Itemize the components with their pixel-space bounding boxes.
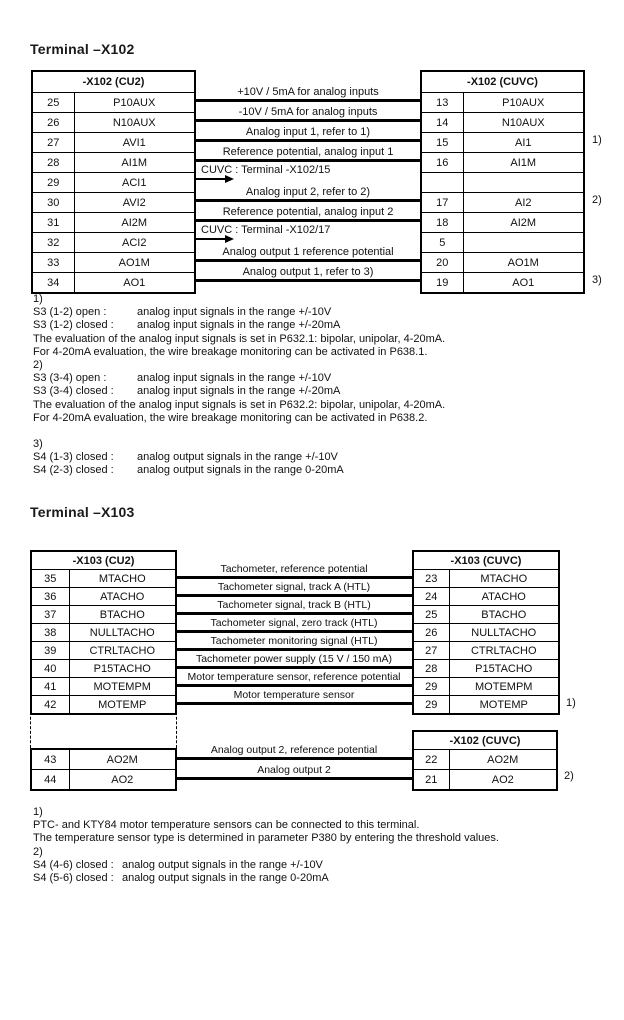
signal-cell: AI2 (463, 193, 584, 213)
note-label: The evaluation of the analog input signals is set in P632.1: bipolar, unipolar, 4-20mA. (33, 332, 446, 345)
table-row (421, 233, 584, 253)
x103-notes (33, 806, 499, 885)
cuvc-reference-label: CUVC : Terminal -X102/15 (201, 164, 331, 176)
signal-cell: P10AUX (463, 93, 584, 113)
table-row (31, 749, 176, 770)
table-row (421, 93, 584, 113)
signal-cell: AO2M (449, 750, 557, 770)
note-line (33, 412, 445, 425)
connection-label: Analog input 1, refer to 1) (245, 126, 371, 138)
signal-cell: NULLTACHO (449, 624, 559, 642)
table-row (31, 606, 176, 624)
note-line (33, 399, 445, 412)
footnote-marker: 2) (592, 194, 602, 206)
note-line (33, 438, 445, 451)
right-arrow-icon (196, 238, 225, 240)
pin-cell: 28 (413, 660, 449, 678)
signal-cell: AI1M (463, 153, 584, 173)
pin-cell: 29 (413, 678, 449, 696)
note-line (33, 859, 499, 872)
signal-cell: P15TACHO (69, 660, 176, 678)
table-title: -X102 (CUVC) (421, 71, 584, 93)
table-row (31, 588, 176, 606)
pin-cell (421, 173, 463, 193)
connection-label: -10V / 5mA for analog inputs (238, 106, 378, 118)
table-row (413, 750, 557, 770)
pin-cell: 32 (32, 233, 74, 253)
note-line (33, 872, 499, 885)
pin-cell: 27 (32, 133, 74, 153)
note-line (33, 346, 445, 359)
note-label: The temperature sensor type is determined in parameter P380 by entering the threshold values. (33, 832, 499, 845)
connection-line (176, 594, 412, 597)
table-row (421, 113, 584, 133)
right-arrow-icon (196, 178, 225, 180)
x102-connection-area (196, 70, 420, 292)
table-header-row (31, 551, 176, 570)
connection-label: Analog output 1 reference potential (222, 246, 394, 258)
table-row (421, 173, 584, 193)
signal-cell: N10AUX (463, 113, 584, 133)
signal-cell: AO1 (463, 273, 584, 294)
right-arrow-icon (225, 235, 234, 243)
table-row (31, 696, 176, 715)
pin-cell: 31 (32, 213, 74, 233)
table-row (413, 588, 559, 606)
table-row (413, 660, 559, 678)
note-line (33, 293, 445, 306)
connection-line (176, 576, 412, 579)
pin-cell: 23 (413, 570, 449, 588)
connection-line (176, 777, 412, 780)
signal-cell: ACI2 (74, 233, 195, 253)
signal-cell: BTACHO (69, 606, 176, 624)
pin-cell: 34 (32, 273, 74, 294)
note-line (33, 464, 445, 477)
right-arrow-icon (225, 175, 234, 183)
note-label: S4 (4-6) closed : (33, 858, 114, 871)
signal-cell: MOTEMP (69, 696, 176, 715)
pin-cell: 39 (31, 642, 69, 660)
note-label: For 4-20mA evaluation, the wire breakage monitoring can be activated in P638.1. (33, 345, 428, 358)
note-label: S3 (1-2) open : (33, 306, 107, 319)
footnote-marker: 2) (564, 770, 574, 782)
note-line (33, 832, 499, 845)
table-row (31, 570, 176, 588)
note-label: S4 (5-6) closed : (33, 872, 114, 885)
connection-label: Tachometer signal, track A (HTL) (217, 581, 371, 593)
signal-cell: BTACHO (449, 606, 559, 624)
x102-cuvc-table (420, 70, 585, 294)
note-label: For 4-20mA evaluation, the wire breakage monitoring can be activated in P638.2. (33, 411, 428, 424)
table-row (413, 570, 559, 588)
note-label: 1) (33, 806, 43, 818)
connection-line (176, 630, 412, 633)
connection-label: Tachometer, reference potential (220, 563, 368, 575)
table-row (31, 642, 176, 660)
connection-line (196, 159, 420, 162)
pin-cell: 36 (31, 588, 69, 606)
signal-cell: N10AUX (74, 113, 195, 133)
signal-cell: MOTEMPM (449, 678, 559, 696)
connection-label: Reference potential, analog input 2 (222, 206, 394, 218)
connection-line (196, 199, 420, 202)
connection-line (196, 119, 420, 122)
note-line (33, 451, 445, 464)
pin-cell: 20 (421, 253, 463, 273)
table-row (31, 660, 176, 678)
signal-cell (463, 233, 584, 253)
connection-label: Tachometer signal, zero track (HTL) (210, 617, 378, 629)
signal-cell: AI2M (463, 213, 584, 233)
section-x102-heading: Terminal –X102 (30, 41, 135, 57)
note-label: S3 (3-4) closed : (33, 385, 114, 398)
note-text: analog input signals in the range +/-20mA (137, 319, 341, 332)
pin-cell: 17 (421, 193, 463, 213)
signal-cell: NULLTACHO (69, 624, 176, 642)
table-row (421, 253, 584, 273)
table-row (32, 93, 195, 113)
pin-cell: 29 (32, 173, 74, 193)
signal-cell: P10AUX (74, 93, 195, 113)
note-label: PTC- and KTY84 motor temperature sensors can be connected to this terminal. (33, 819, 420, 832)
note-line (33, 806, 499, 819)
x103-cu2-table (30, 550, 177, 715)
pin-cell: 26 (32, 113, 74, 133)
connection-line (176, 612, 412, 615)
note-label: S4 (2-3) closed : (33, 464, 114, 477)
signal-cell: ATACHO (69, 588, 176, 606)
table-row (421, 213, 584, 233)
note-text: analog input signals in the range +/-20mA (137, 385, 341, 398)
footnote-marker: 1) (592, 134, 602, 146)
x102-notes (33, 293, 445, 478)
table-row (32, 253, 195, 273)
note-label: The evaluation of the analog input signals is set in P632.2: bipolar, unipolar, 4-20mA. (33, 398, 446, 411)
table-row (31, 624, 176, 642)
pin-cell: 27 (413, 642, 449, 660)
note-line (33, 359, 445, 372)
pin-cell: 42 (31, 696, 69, 715)
signal-cell: CTRLTACHO (449, 642, 559, 660)
table-row (32, 233, 195, 253)
cuvc-reference-label: CUVC : Terminal -X102/17 (201, 224, 331, 236)
table-header-row (413, 551, 559, 570)
x103-connection-area (176, 550, 412, 790)
table-row (413, 624, 559, 642)
table-header-row (413, 731, 557, 750)
note-line (33, 819, 499, 832)
pin-cell: 30 (32, 193, 74, 213)
signal-cell: AO1 (74, 273, 195, 294)
signal-cell: AO2 (69, 770, 176, 791)
signal-cell: ATACHO (449, 588, 559, 606)
table-row (32, 173, 195, 193)
table-row (31, 770, 176, 791)
footnote-marker: 3) (592, 274, 602, 286)
pin-cell: 28 (32, 153, 74, 173)
pin-cell: 41 (31, 678, 69, 696)
x103-cuvc-table (412, 550, 560, 715)
table-row (31, 678, 176, 696)
pin-cell: 19 (421, 273, 463, 294)
connection-label: Reference potential, analog input 1 (222, 146, 394, 158)
table-row (413, 606, 559, 624)
signal-cell: AI1 (463, 133, 584, 153)
pin-cell: 35 (31, 570, 69, 588)
table-row (32, 153, 195, 173)
connection-label: Motor temperature sensor, reference potential (187, 671, 401, 683)
table-row (421, 193, 584, 213)
table-row (421, 133, 584, 153)
table-row (32, 213, 195, 233)
connection-label: Motor temperature sensor (233, 689, 355, 701)
pin-cell: 24 (413, 588, 449, 606)
note-line (33, 333, 445, 346)
table-row (413, 696, 559, 715)
table-header-row (32, 71, 195, 93)
signal-cell: CTRLTACHO (69, 642, 176, 660)
note-text: analog output signals in the range +/-10V (137, 451, 338, 464)
signal-cell: P15TACHO (449, 660, 559, 678)
connection-line (176, 684, 412, 687)
signal-cell: MOTEMPM (69, 678, 176, 696)
table-title: -X103 (CUVC) (413, 551, 559, 570)
note-label: 2) (33, 845, 43, 858)
table-row (32, 193, 195, 213)
connection-line (176, 666, 412, 669)
note-label: 3) (33, 438, 43, 451)
x102-cuvc-lower-table (412, 730, 558, 791)
signal-cell: MTACHO (449, 570, 559, 588)
connection-line (196, 99, 420, 102)
section-x103-heading: Terminal –X103 (30, 504, 135, 520)
pin-cell: 29 (413, 696, 449, 715)
pin-cell: 18 (421, 213, 463, 233)
table-title: -X102 (CUVC) (413, 731, 557, 750)
connection-label: Tachometer signal, track B (HTL) (217, 599, 371, 611)
note-label: 1) (33, 293, 43, 305)
connection-label: Analog output 2 (257, 764, 331, 776)
signal-cell (463, 173, 584, 193)
connection-label: +10V / 5mA for analog inputs (237, 86, 379, 98)
table-header-row (421, 71, 584, 93)
connection-line (176, 757, 412, 760)
pin-cell: 37 (31, 606, 69, 624)
footnote-marker: 1) (566, 697, 576, 709)
pin-cell: 40 (31, 660, 69, 678)
connection-line (176, 702, 412, 705)
pin-cell: 21 (413, 770, 449, 791)
connection-line (196, 259, 420, 262)
note-line (33, 846, 499, 859)
table-row (32, 273, 195, 294)
signal-cell: AO1M (463, 253, 584, 273)
note-label: S4 (1-3) closed : (33, 451, 114, 464)
signal-cell: MTACHO (69, 570, 176, 588)
connection-label: Analog output 1, refer to 3) (242, 266, 374, 278)
signal-cell: AI2M (74, 213, 195, 233)
connection-line (196, 139, 420, 142)
note-line (33, 372, 445, 385)
connection-label: Tachometer power supply (15 V / 150 mA) (195, 653, 393, 665)
connection-line (196, 279, 420, 282)
signal-cell: AO2 (449, 770, 557, 791)
pin-cell: 43 (31, 749, 69, 770)
note-label: S3 (3-4) open : (33, 372, 107, 385)
table-row (32, 133, 195, 153)
pin-cell: 25 (32, 93, 74, 113)
note-text: analog output signals in the range 0-20mA (137, 464, 344, 477)
pin-cell: 38 (31, 624, 69, 642)
note-line (33, 306, 445, 319)
note-text: analog input signals in the range +/-10V (137, 306, 332, 319)
connection-line (176, 648, 412, 651)
pin-cell: 44 (31, 770, 69, 791)
x102-cu2-table (31, 70, 196, 294)
pin-cell: 14 (421, 113, 463, 133)
signal-cell: MOTEMP (449, 696, 559, 715)
pin-cell: 26 (413, 624, 449, 642)
signal-cell: AVI1 (74, 133, 195, 153)
note-label: 2) (33, 359, 43, 372)
table-row (413, 770, 557, 791)
pin-cell: 16 (421, 153, 463, 173)
pin-cell: 13 (421, 93, 463, 113)
note-line (33, 319, 445, 332)
pin-cell: 33 (32, 253, 74, 273)
note-label: S3 (1-2) closed : (33, 319, 114, 332)
signal-cell: AO2M (69, 749, 176, 770)
table-row (32, 113, 195, 133)
connection-label: Analog output 2, reference potential (210, 744, 378, 756)
connection-line (196, 219, 420, 222)
table-row (421, 153, 584, 173)
signal-cell: ACI1 (74, 173, 195, 193)
pin-cell: 5 (421, 233, 463, 253)
table-row (413, 678, 559, 696)
pin-cell: 22 (413, 750, 449, 770)
table-title: -X103 (CU2) (31, 551, 176, 570)
note-text: analog output signals in the range 0-20mA (122, 872, 329, 885)
pin-cell: 15 (421, 133, 463, 153)
table-row (421, 273, 584, 294)
note-line (33, 385, 445, 398)
table-title: -X102 (CU2) (32, 71, 195, 93)
x103-cu2-lower-table (30, 748, 177, 791)
connection-label: Tachometer monitoring signal (HTL) (210, 635, 378, 647)
note-text: analog input signals in the range +/-10V (137, 372, 332, 385)
note-text: analog output signals in the range +/-10V (122, 858, 323, 871)
pin-cell: 25 (413, 606, 449, 624)
table-row (413, 642, 559, 660)
connection-label: Analog input 2, refer to 2) (245, 186, 371, 198)
dashed-table-continuation (30, 712, 31, 748)
signal-cell: AO1M (74, 253, 195, 273)
signal-cell: AI1M (74, 153, 195, 173)
signal-cell: AVI2 (74, 193, 195, 213)
